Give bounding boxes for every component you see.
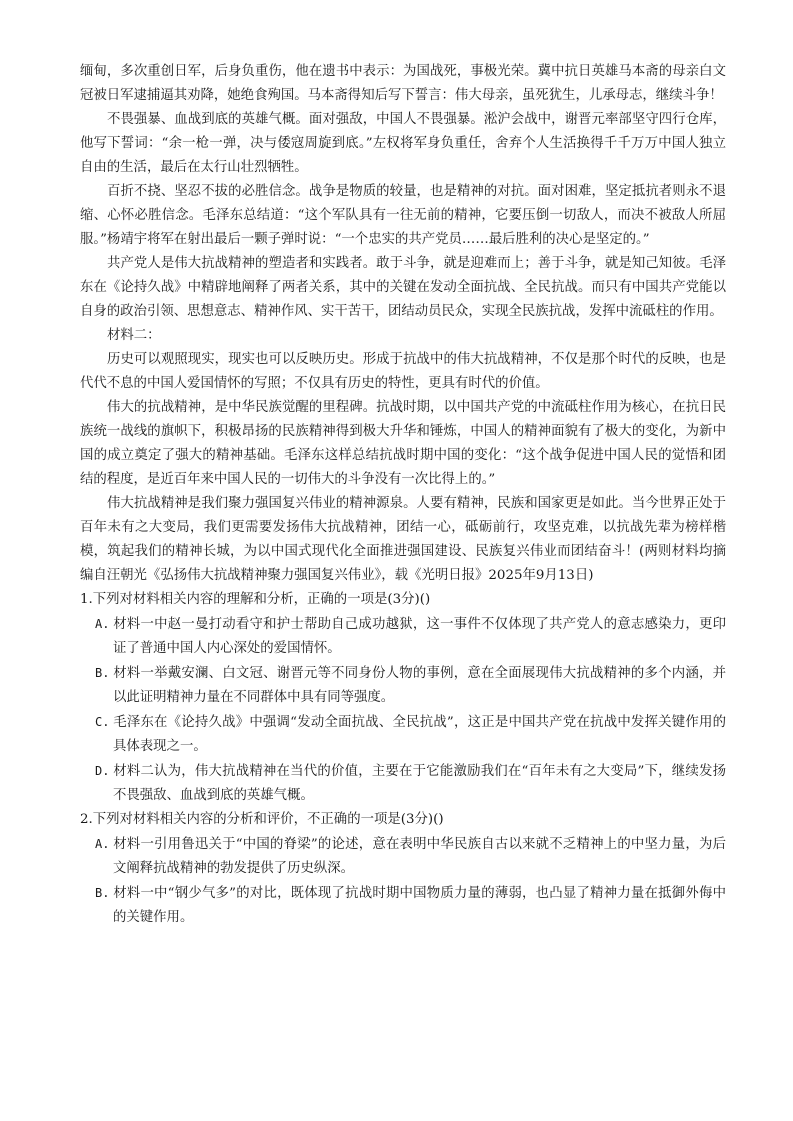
material2-paragraph-3: 伟大抗战精神是我们聚力强国复兴伟业的精神源泉。人要有精神，民族和国家更是如此。当今世界正处于百年未有之大变局，我们更需要发扬伟大抗战精神，团结一心，砥砺前行，攻坚克难，以抗战先辈为榜样楷模，筑起我们的精神长城，为以中国式现代化全面推进强国建设、民族复兴伟业而团结奋斗！(两则材料均摘编自汪朝光《弘扬伟大抗战精神聚力强国复兴伟业》，载《光明日报》2025年9月13日) [80, 496, 726, 583]
question-2-option-b [80, 881, 726, 930]
question-1-option-d [80, 759, 726, 808]
question-1-option-c [80, 710, 726, 759]
option-text: 材料一中赵一曼打动看守和护士帮助自己成功越狱，这一事件不仅体现了共产党人的意志感染力，更印证了普通中国人内心深处的爱国情怀。 [113, 617, 726, 656]
option-letter: B. [95, 666, 110, 680]
option-letter: D. [95, 764, 110, 778]
option-letter: C. [95, 715, 110, 729]
question-2-stem: 2.下列对材料相关内容的分析和评价，不正确的一项是(3分)() [80, 812, 444, 827]
option-text: 材料一引用鲁迅关于“中国的脊梁”的论述，意在表明中华民族自古以来就不乏精神上的中坚力量，为后文阐释抗战精神的勃发提供了历史纵深。 [113, 837, 726, 876]
question-1-option-b [80, 661, 726, 710]
material2-heading: 材料二： [107, 328, 161, 343]
option-letter: A. [95, 617, 110, 631]
question-1-option-a [80, 612, 726, 661]
material2-paragraph-1: 历史可以观照现实，现实也可以反映历史。形成于抗战中的伟大抗战精神，不仅是那个时代的反映，也是代代不息的中国人爱国情怀的写照；不仅具有历史的特性，更具有时代的价值。 [80, 352, 726, 391]
material2-paragraph-2: 伟大的抗战精神，是中华民族觉醒的里程碑。抗战时期，以中国共产党的中流砥柱作用为核心，在抗日民族统一战线的旗帜下，积极昂扬的民族精神得到极大升华和锤炼，中国人的精神面貌有了极大的变化，为新中国的成立奠定了强大的精神基础。毛泽东这样总结抗战时期中国的变化：“这个战争促进中国人民的觉悟和团结的程度，是近百年来中国人民的一切伟大的斗争没有一次比得上的。” [80, 400, 726, 487]
material1-paragraph-3: 百折不挠、坚忍不拔的必胜信念。战争是物质的较量，也是精神的对抗。面对困难，坚定抵抗者则永不退缩、心怀必胜信念。毛泽东总结道：“这个军队具有一往无前的精神，它要压倒一切敌人，而决不被敌人所屈服。”杨靖宇将军在射出最后一颗子弹时说：“一个忠实的共产党员……最后胜利的决心是坚定的。” [80, 184, 726, 247]
option-text: 毛泽东在《论持久战》中强调“发动全面抗战、全民抗战”，这正是中国共产党在抗战中发挥关键作用的具体表现之一。 [113, 715, 726, 754]
option-letter: A. [95, 837, 110, 851]
question-2-option-a [80, 832, 726, 881]
material1-paragraph-1: 缅甸，多次重创日军，后身负重伤，他在遗书中表示：为国战死，事极光荣。冀中抗日英雄马本斋的母亲白文冠被日军逮捕逼其劝降，她绝食殉国。马本斋得知后写下誓言：伟大母亲，虽死犹生，儿承母志，继续斗争！ [80, 64, 726, 103]
material1-paragraph-2: 不畏强暴、血战到底的英雄气概。面对强敌，中国人不畏强暴。淞沪会战中，谢晋元率部坚守四行仓库，他写下誓词：“余一枪一弹，决与倭寇周旋到底。”左权将军身负重任，舍弃个人生活换得千千万万中国人独立自由的生活，最后在太行山壮烈牺牲。 [80, 112, 726, 175]
document-page [80, 60, 726, 930]
material1-paragraph-4: 共产党人是伟大抗战精神的塑造者和实践者。敢于斗争，就是迎难而上；善于斗争，就是知己知彼。毛泽东在《论持久战》中精辟地阐释了两者关系，其中的关键在发动全面抗战、全民抗战。而只有中国共产党能以自身的政治引领、思想意志、精神作风、实干苦干，团结动员民众，实现全民族抗战，发挥中流砥柱的作用。 [80, 256, 726, 319]
option-letter: B. [95, 886, 110, 900]
option-text: 材料二认为，伟大抗战精神在当代的价值，主要在于它能激励我们在“百年未有之大变局”下，继续发扬不畏强敌、血战到底的英雄气概。 [113, 764, 726, 803]
question-1-stem: 1.下列对材料相关内容的理解和分析，正确的一项是(3分)() [80, 592, 431, 607]
option-text: 材料一中“钢少气多”的对比，既体现了抗战时期中国物质力量的薄弱，也凸显了精神力量在抵御外侮中的关键作用。 [113, 886, 726, 925]
option-text: 材料一举戴安澜、白文冠、谢晋元等不同身份人物的事例，意在全面展现伟大抗战精神的多个内涵，并以此证明精神力量在不同群体中具有同等强度。 [113, 666, 726, 705]
